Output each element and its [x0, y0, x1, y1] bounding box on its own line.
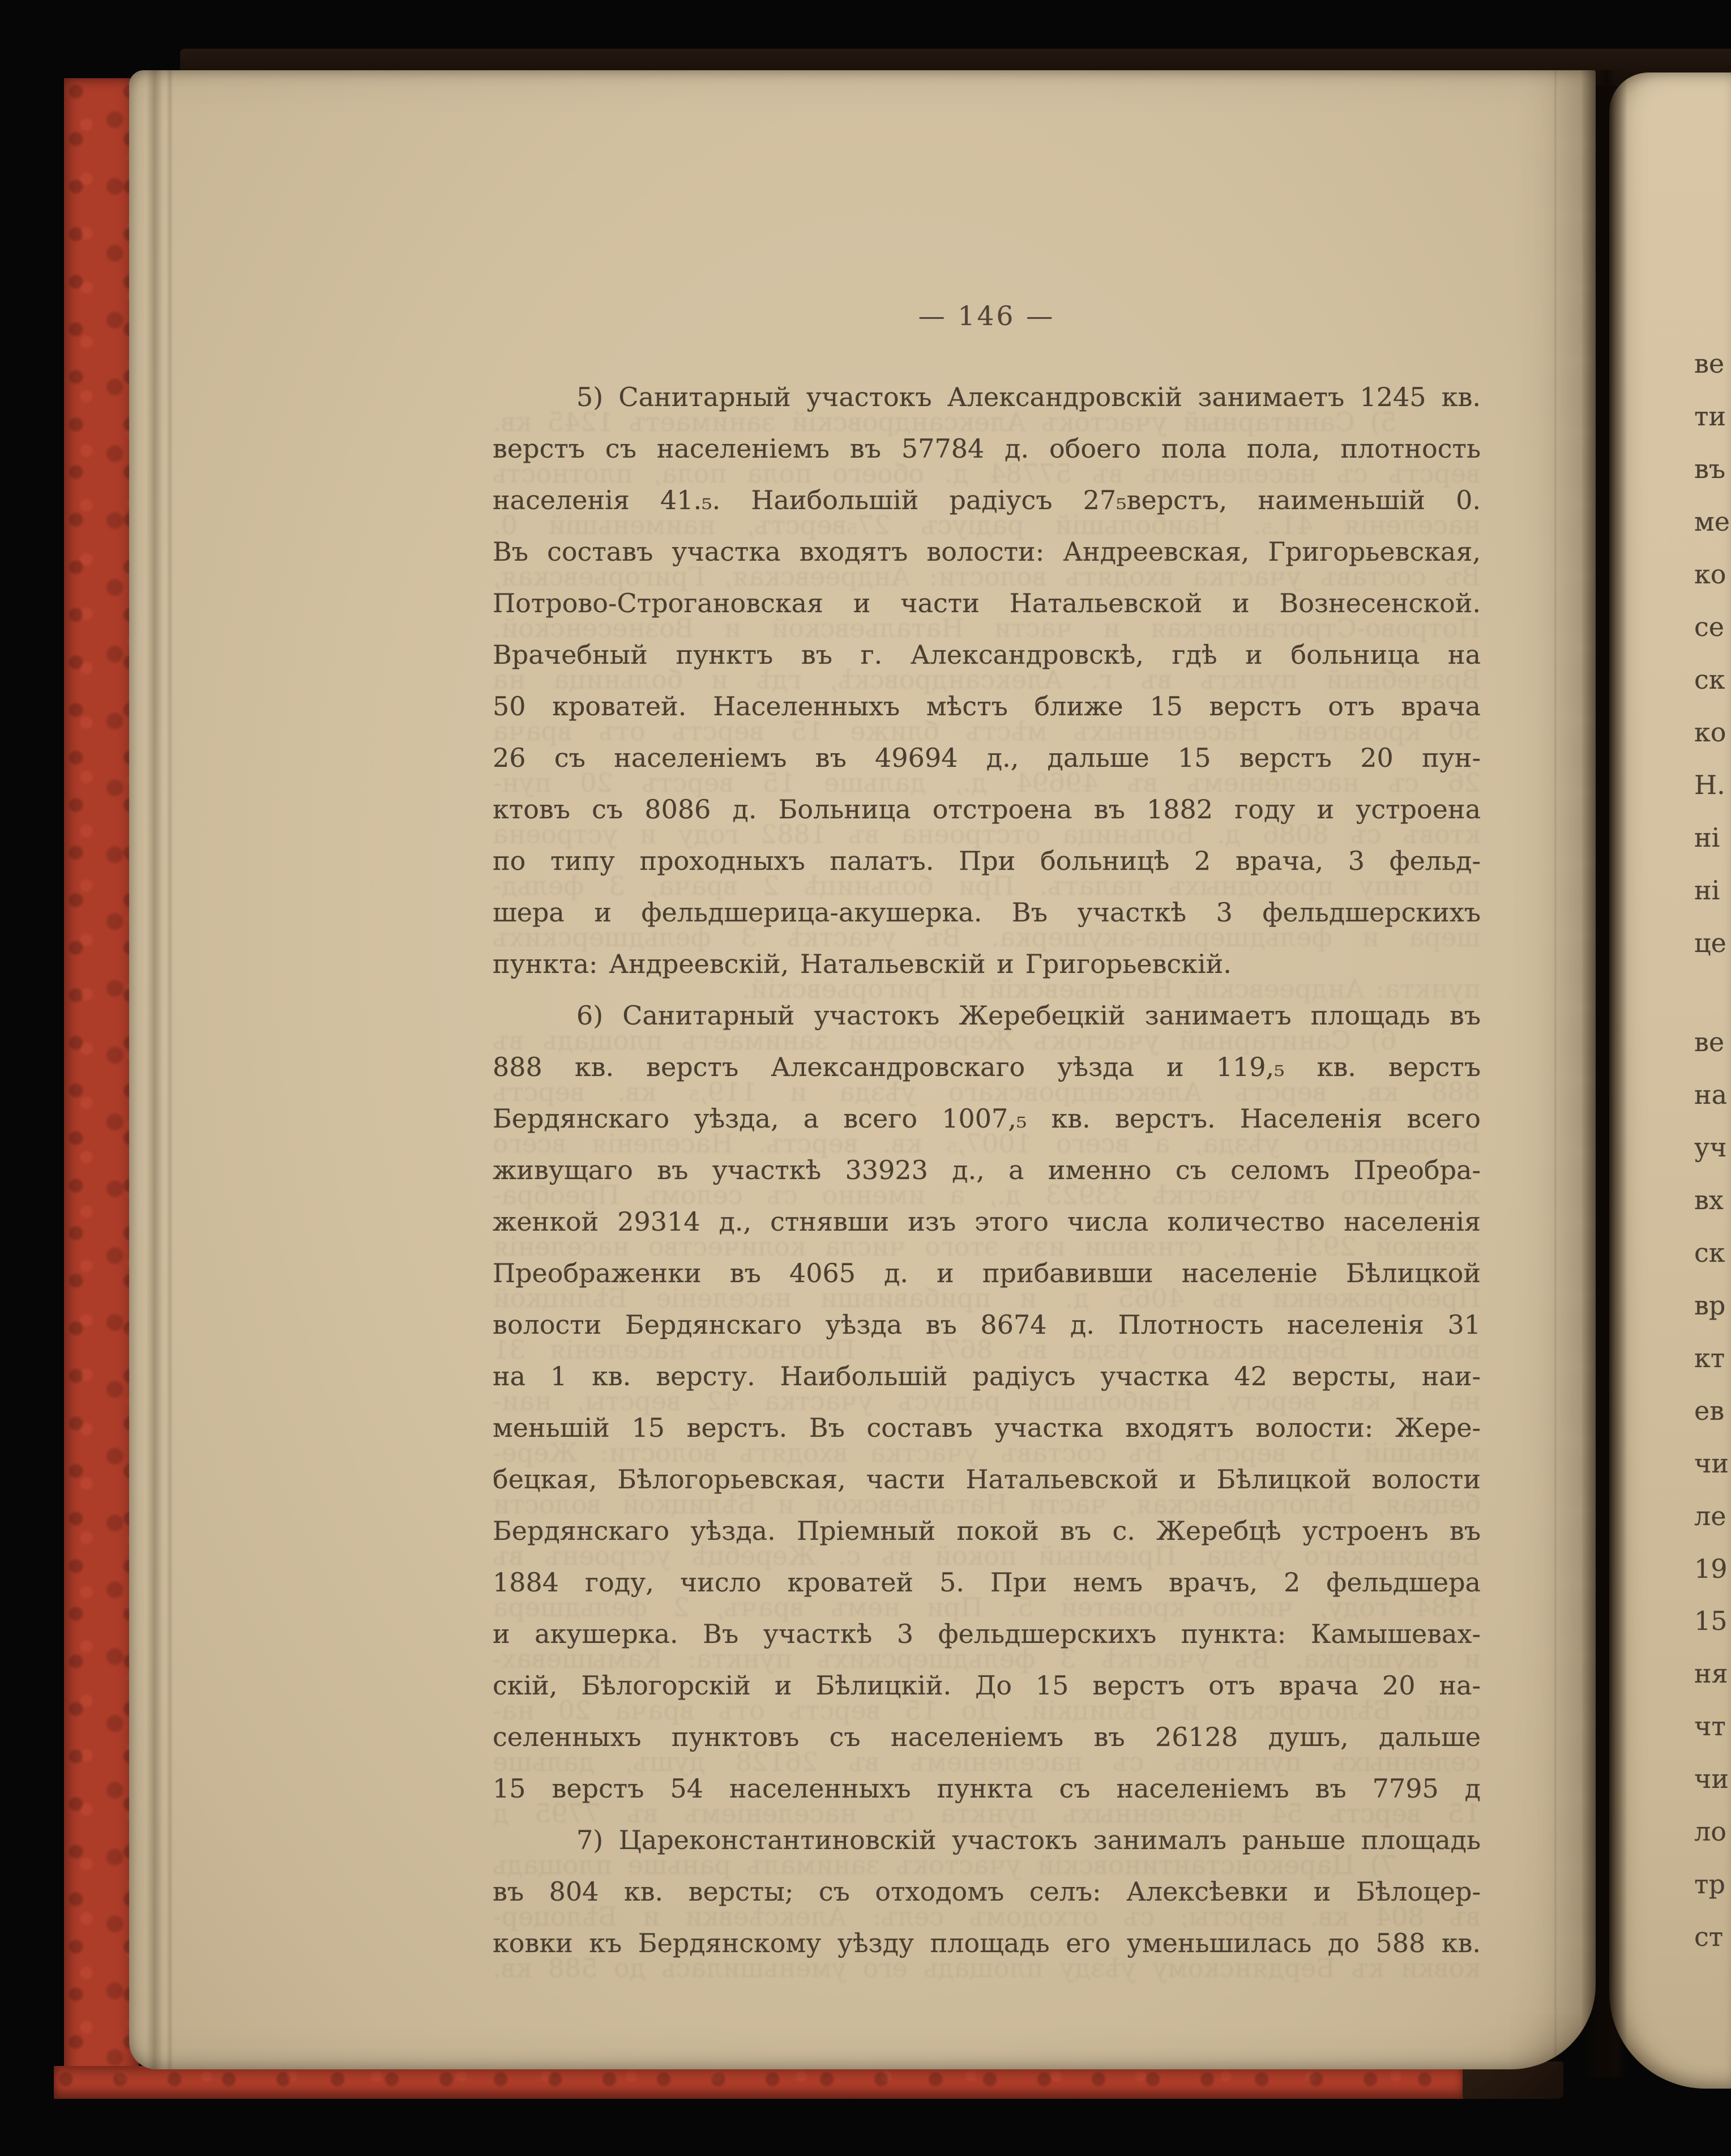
text-line: живущаго въ участкѣ 33923 д., а именно съ селомъ Преобра- [493, 1155, 1481, 1185]
right-page-line-fragment: ск [1694, 664, 1725, 695]
text-line: 15 верстъ 54 населенныхъ пункта съ населеніемъ въ 7795 д [493, 1773, 1481, 1804]
right-page-line-fragment: вх [1694, 1185, 1724, 1215]
right-page-line-fragment: ст [1694, 1922, 1724, 1952]
text-line: бецкая, Бѣлогорьевская, части Натальевской и Бѣлицкой волости [493, 1489, 1481, 1519]
right-page-line-fragment: ко [1694, 717, 1726, 748]
text-line: по типу проходныхъ палатъ. При больницѣ 2 врача, 3 фельд- [493, 846, 1481, 876]
text-line: ковки къ Бердянскому уѣзду площадь его уменьшилась до 588 кв. [493, 1928, 1481, 1958]
right-page-line-fragment: кт [1694, 1343, 1725, 1373]
text-line: Потрово-Строгановская и части Натальевской и Вознесенской. [493, 588, 1481, 618]
right-page-edge [1609, 72, 1731, 2089]
right-page-line-fragment: чи [1694, 1448, 1729, 1479]
text-line: верстъ съ населеніемъ въ 57784 д. обоего пола пола, плотность [493, 433, 1481, 464]
text-line: въ 804 кв. версты; съ отходомъ селъ: Алексѣевки и Бѣлоцер- [493, 1876, 1481, 1907]
right-page-line-fragment: ск [1694, 1237, 1725, 1268]
text-line: Бердянскаго уѣзда. Пріемный покой въ с. Жеребцѣ устроенъ въ [493, 1540, 1481, 1571]
right-page-line-fragment: ло [1694, 1816, 1726, 1847]
page-fold-crease [146, 70, 163, 2069]
text-line: 15 верстъ 54 населенныхъ пункта съ населеніемъ въ 7795 д [493, 1798, 1481, 1829]
red-cover-left-edge [64, 78, 139, 2099]
right-page-line-fragment: ти [1694, 401, 1726, 432]
right-page-line-fragment: вр [1694, 1290, 1726, 1321]
text-line: Бердянскаго уѣзда. Пріемный покой въ с. Жеребцѣ устроенъ въ [493, 1515, 1481, 1546]
text-line: пункта: Андреевскій, Натальевскій и Григорьевскій. [742, 974, 1481, 1004]
text-line: волости Бердянскаго уѣзда въ 8674 д. Плотность населенія 31 [493, 1309, 1481, 1340]
right-page-line-fragment: ве [1694, 348, 1725, 379]
text-line: Преображенки въ 4065 д. и прибавивши населеніе Бѣлицкой [493, 1258, 1481, 1288]
text-line: и акушерка. Въ участкѣ 3 фельдшерскихъ пункта: Камышевах- [493, 1643, 1481, 1674]
text-line: верстъ съ населеніемъ въ 57784 д. обоего пола пола, плотность [493, 458, 1481, 489]
right-page-line-fragment: ні [1694, 875, 1720, 906]
right-page-line-fragment: ев [1694, 1395, 1725, 1426]
text-line: ктовъ съ 8086 д. Больница отстроена въ 1882 году и устроена [493, 794, 1481, 825]
left-page [129, 70, 1596, 2069]
text-line: Врачебный пунктъ въ г. Александровскѣ, гдѣ и больница на [493, 639, 1481, 670]
text-line: 26 съ населеніемъ въ 49694 д., дальше 15 верстъ 20 пун- [493, 767, 1481, 798]
page-number: — 146 — [918, 301, 1055, 332]
right-page-line-fragment: въ [1694, 454, 1726, 484]
text-line: въ 804 кв. версты; съ отходомъ селъ: Алексѣевки и Бѣлоцер- [493, 1901, 1481, 1932]
text-line: 26 съ населеніемъ въ 49694 д., дальше 15 верстъ 20 пун- [493, 742, 1481, 773]
right-page-line-fragment: ко [1694, 559, 1726, 590]
text-line: 5) Санитарный участокъ Александровскій занимаетъ 1245 кв. [576, 382, 1481, 412]
text-line: селенныхъ пунктовъ съ населеніемъ въ 26128 душъ, дальше [493, 1722, 1481, 1752]
text-line: 7) Цареконстантиновскій участокъ занималъ раньше площадь [576, 1825, 1481, 1855]
text-line: и акушерка. Въ участкѣ 3 фельдшерскихъ пункта: Камышевах- [493, 1619, 1481, 1649]
text-line: бецкая, Бѣлогорьевская, части Натальевской и Бѣлицкой волости [493, 1464, 1481, 1495]
text-line: 50 кроватей. Населенныхъ мѣстъ ближе 15 верстъ отъ врача [493, 716, 1481, 746]
text-line: населенія 41.₅. Наибольшій радіусъ 27₅верстъ, наименьшій 0. [493, 485, 1481, 515]
right-page-line-fragment: ве [1694, 1027, 1725, 1057]
text-line: 7) Цареконстантиновскій участокъ занималъ раньше площадь [493, 1850, 1397, 1880]
text-block [493, 372, 1481, 1969]
text-line: Врачебный пунктъ въ г. Александровскѣ, гдѣ и больница на [493, 664, 1481, 695]
page-fold-crease [166, 70, 173, 2069]
text-line: живущаго въ участкѣ 33923 д., а именно съ селомъ Преобра- [493, 1180, 1481, 1210]
right-page-line-fragment: на [1694, 1079, 1728, 1110]
right-page-line-fragment: се [1694, 612, 1724, 642]
text-line: 5) Санитарный участокъ Александровскій занимаетъ 1245 кв. [493, 407, 1397, 437]
text-line: ковки къ Бердянскому уѣзду площадь его уменьшилась до 588 кв. [493, 1953, 1481, 1983]
text-line: Потрово-Строгановская и части Натальевской и Вознесенской. [493, 613, 1481, 643]
text-line: 1884 году, число кроватей 5. При немъ врачъ, 2 фельдшера [493, 1592, 1481, 1623]
text-line: меньшій 15 верстъ. Въ составъ участка входятъ волости: Жере- [493, 1437, 1481, 1468]
text-line: меньшій 15 верстъ. Въ составъ участка входятъ волости: Жере- [493, 1412, 1481, 1443]
text-line: шера и фельдшерица-акушерка. Въ участкѣ 3 фельдшерскихъ [493, 922, 1481, 953]
text-line: пункта: Андреевскій, Натальевскій и Григорьевскій. [493, 949, 1232, 979]
text-line: 1884 году, число кроватей 5. При немъ врачъ, 2 фельдшера [493, 1567, 1481, 1598]
text-line: скій, Бѣлогорскій и Бѣлицкій. До 15 верстъ отъ врача 20 на- [493, 1670, 1481, 1701]
text-line: Бердянскаго уѣзда, а всего 1007,₅ кв. верстъ. Населенія всего [493, 1128, 1481, 1159]
text-line: Въ составъ участка входятъ волости: Андреевская, Григорьевская, [493, 561, 1481, 592]
text-line: 50 кроватей. Населенныхъ мѣстъ ближе 15 верстъ отъ врача [493, 691, 1481, 721]
right-page-line-fragment: 19 [1694, 1553, 1728, 1584]
text-line: на 1 кв. версту. Наибольшій радіусъ участка 42 версты, наи- [493, 1386, 1481, 1416]
text-line: женкой 29314 д., стнявши изъ этого числа количество населенія [493, 1231, 1481, 1262]
right-page-line-fragment: ле [1694, 1501, 1726, 1531]
right-page-line-fragment: Н. [1694, 770, 1725, 800]
text-line: по типу проходныхъ палатъ. При больницѣ 2 врача, 3 фельд- [493, 870, 1481, 901]
text-line: женкой 29314 д., стнявши изъ этого числа количество населенія [493, 1206, 1481, 1237]
text-line: 888 кв. верстъ Александровскаго уѣзда и 119,₅ кв. верстъ [493, 1052, 1481, 1082]
text-line: ктовъ съ 8086 д. Больница отстроена въ 1882 году и устроена [493, 819, 1481, 849]
text-line: 888 кв. верстъ Александровскаго уѣзда и 119,₅ кв. верстъ [493, 1077, 1481, 1107]
text-line: Въ составъ участка входятъ волости: Андреевская, Григорьевская, [493, 536, 1481, 567]
right-page-line-fragment: ні [1694, 822, 1720, 853]
right-page-line-fragment: 15 [1694, 1606, 1728, 1636]
right-page-line-fragment: чт [1694, 1711, 1726, 1741]
red-cover-bottom-edge [54, 2066, 1464, 2099]
text-line: населенія 41.₅. Наибольшій радіусъ 27₅верстъ, наименьшій 0. [493, 510, 1481, 540]
text-line: скій, Бѣлогорскій и Бѣлицкій. До 15 верстъ отъ врача 20 на- [493, 1695, 1481, 1726]
right-page-line-fragment: уч [1694, 1132, 1727, 1163]
right-page-line-fragment: ня [1694, 1658, 1728, 1689]
right-page-line-fragment: ме [1694, 506, 1730, 537]
page-fold-crease [1554, 70, 1557, 2069]
right-page-line-fragment: це [1694, 928, 1726, 958]
right-page-line-fragment: тр [1694, 1869, 1725, 1899]
text-line: на 1 кв. версту. Наибольшій радіусъ участка 42 версты, наи- [493, 1361, 1481, 1391]
text-line: шера и фельдшерица-акушерка. Въ участкѣ 3 фельдшерскихъ [493, 897, 1481, 928]
text-line: Преображенки въ 4065 д. и прибавивши населеніе Бѣлицкой [493, 1283, 1481, 1313]
text-line: Бердянскаго уѣзда, а всего 1007,₅ кв. верстъ. Населенія всего [493, 1103, 1481, 1134]
text-line: 6) Санитарный участокъ Жеребецкій занимаетъ площадь въ [576, 1000, 1481, 1031]
text-line: 6) Санитарный участокъ Жеребецкій занимаетъ площадь въ [493, 1025, 1397, 1056]
text-line: селенныхъ пунктовъ съ населеніемъ въ 26128 душъ, дальше [493, 1747, 1481, 1777]
right-page-line-fragment: чи [1694, 1764, 1729, 1794]
text-line: волости Бердянскаго уѣзда въ 8674 д. Плотность населенія 31 [493, 1334, 1481, 1365]
